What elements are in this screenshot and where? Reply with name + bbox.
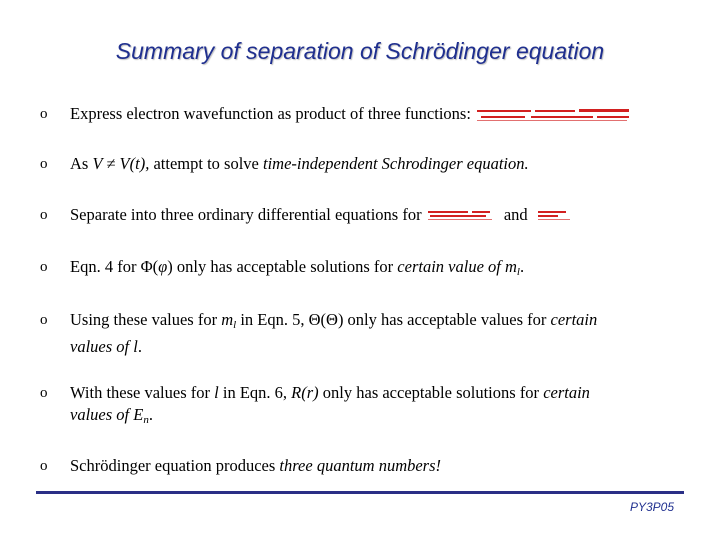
bullet-marker: o — [40, 156, 48, 172]
bullet-marker: o — [40, 259, 48, 275]
course-code: PY3P05 — [629, 500, 674, 514]
item-text: attempt to solve — [149, 154, 263, 173]
subscript: l — [516, 266, 520, 278]
bullet-marker: o — [40, 385, 48, 401]
item-text: and — [503, 205, 528, 224]
item-emphasis: certain — [550, 310, 598, 329]
item-text: in Eqn. 5, Θ(Θ) only has acceptable values for — [236, 310, 551, 329]
item-emphasis: time-independent Schrodinger equation. — [263, 154, 529, 173]
wavefunction-product-equation-image — [475, 107, 631, 123]
ml-symbol: m — [221, 310, 234, 329]
l-symbol: l — [214, 383, 219, 402]
azimuthal-function-image — [536, 209, 572, 223]
radial-function-symbol: R(r) — [291, 383, 319, 402]
item-text: With these values for — [70, 383, 215, 402]
item-text: ) only has acceptable solutions for — [167, 257, 398, 276]
item-text: Schrödinger equation produces — [70, 456, 280, 475]
bullet-marker: o — [40, 106, 48, 122]
item-emphasis: values of E — [70, 405, 144, 424]
item-text: only has acceptable solutions for — [318, 383, 544, 402]
item-text: in Eqn. 6, — [218, 383, 292, 402]
item-text: . — [137, 337, 142, 356]
item-text: Express electron wavefunction as product of three functions: — [70, 104, 471, 123]
bullet-marker: o — [40, 312, 48, 328]
item-emphasis: certain value of m — [397, 257, 517, 276]
item-emphasis: values of l — [70, 337, 138, 356]
phi-symbol: φ — [158, 257, 168, 276]
subscript: n — [143, 414, 149, 426]
item-text: Separate into three ordinary differential equations for — [70, 205, 422, 224]
time-independence-condition: V ≠ V(t), — [92, 154, 150, 173]
item-text: As — [70, 154, 93, 173]
item-text: . — [519, 257, 525, 276]
item-text: Eqn. 4 for Φ( — [70, 257, 159, 276]
radial-angular-functions-image — [426, 209, 494, 223]
footer-rule — [36, 491, 684, 494]
bullet-marker: o — [40, 207, 48, 223]
item-emphasis: three quantum numbers! — [279, 456, 442, 475]
bullet-marker: o — [40, 458, 48, 474]
item-text: . — [148, 405, 153, 424]
slide-title: Summary of separation of Schrödinger equation — [115, 38, 605, 64]
item-text: Using these values for — [70, 310, 222, 329]
subscript: l — [233, 319, 237, 331]
item-emphasis: certain — [543, 383, 590, 402]
